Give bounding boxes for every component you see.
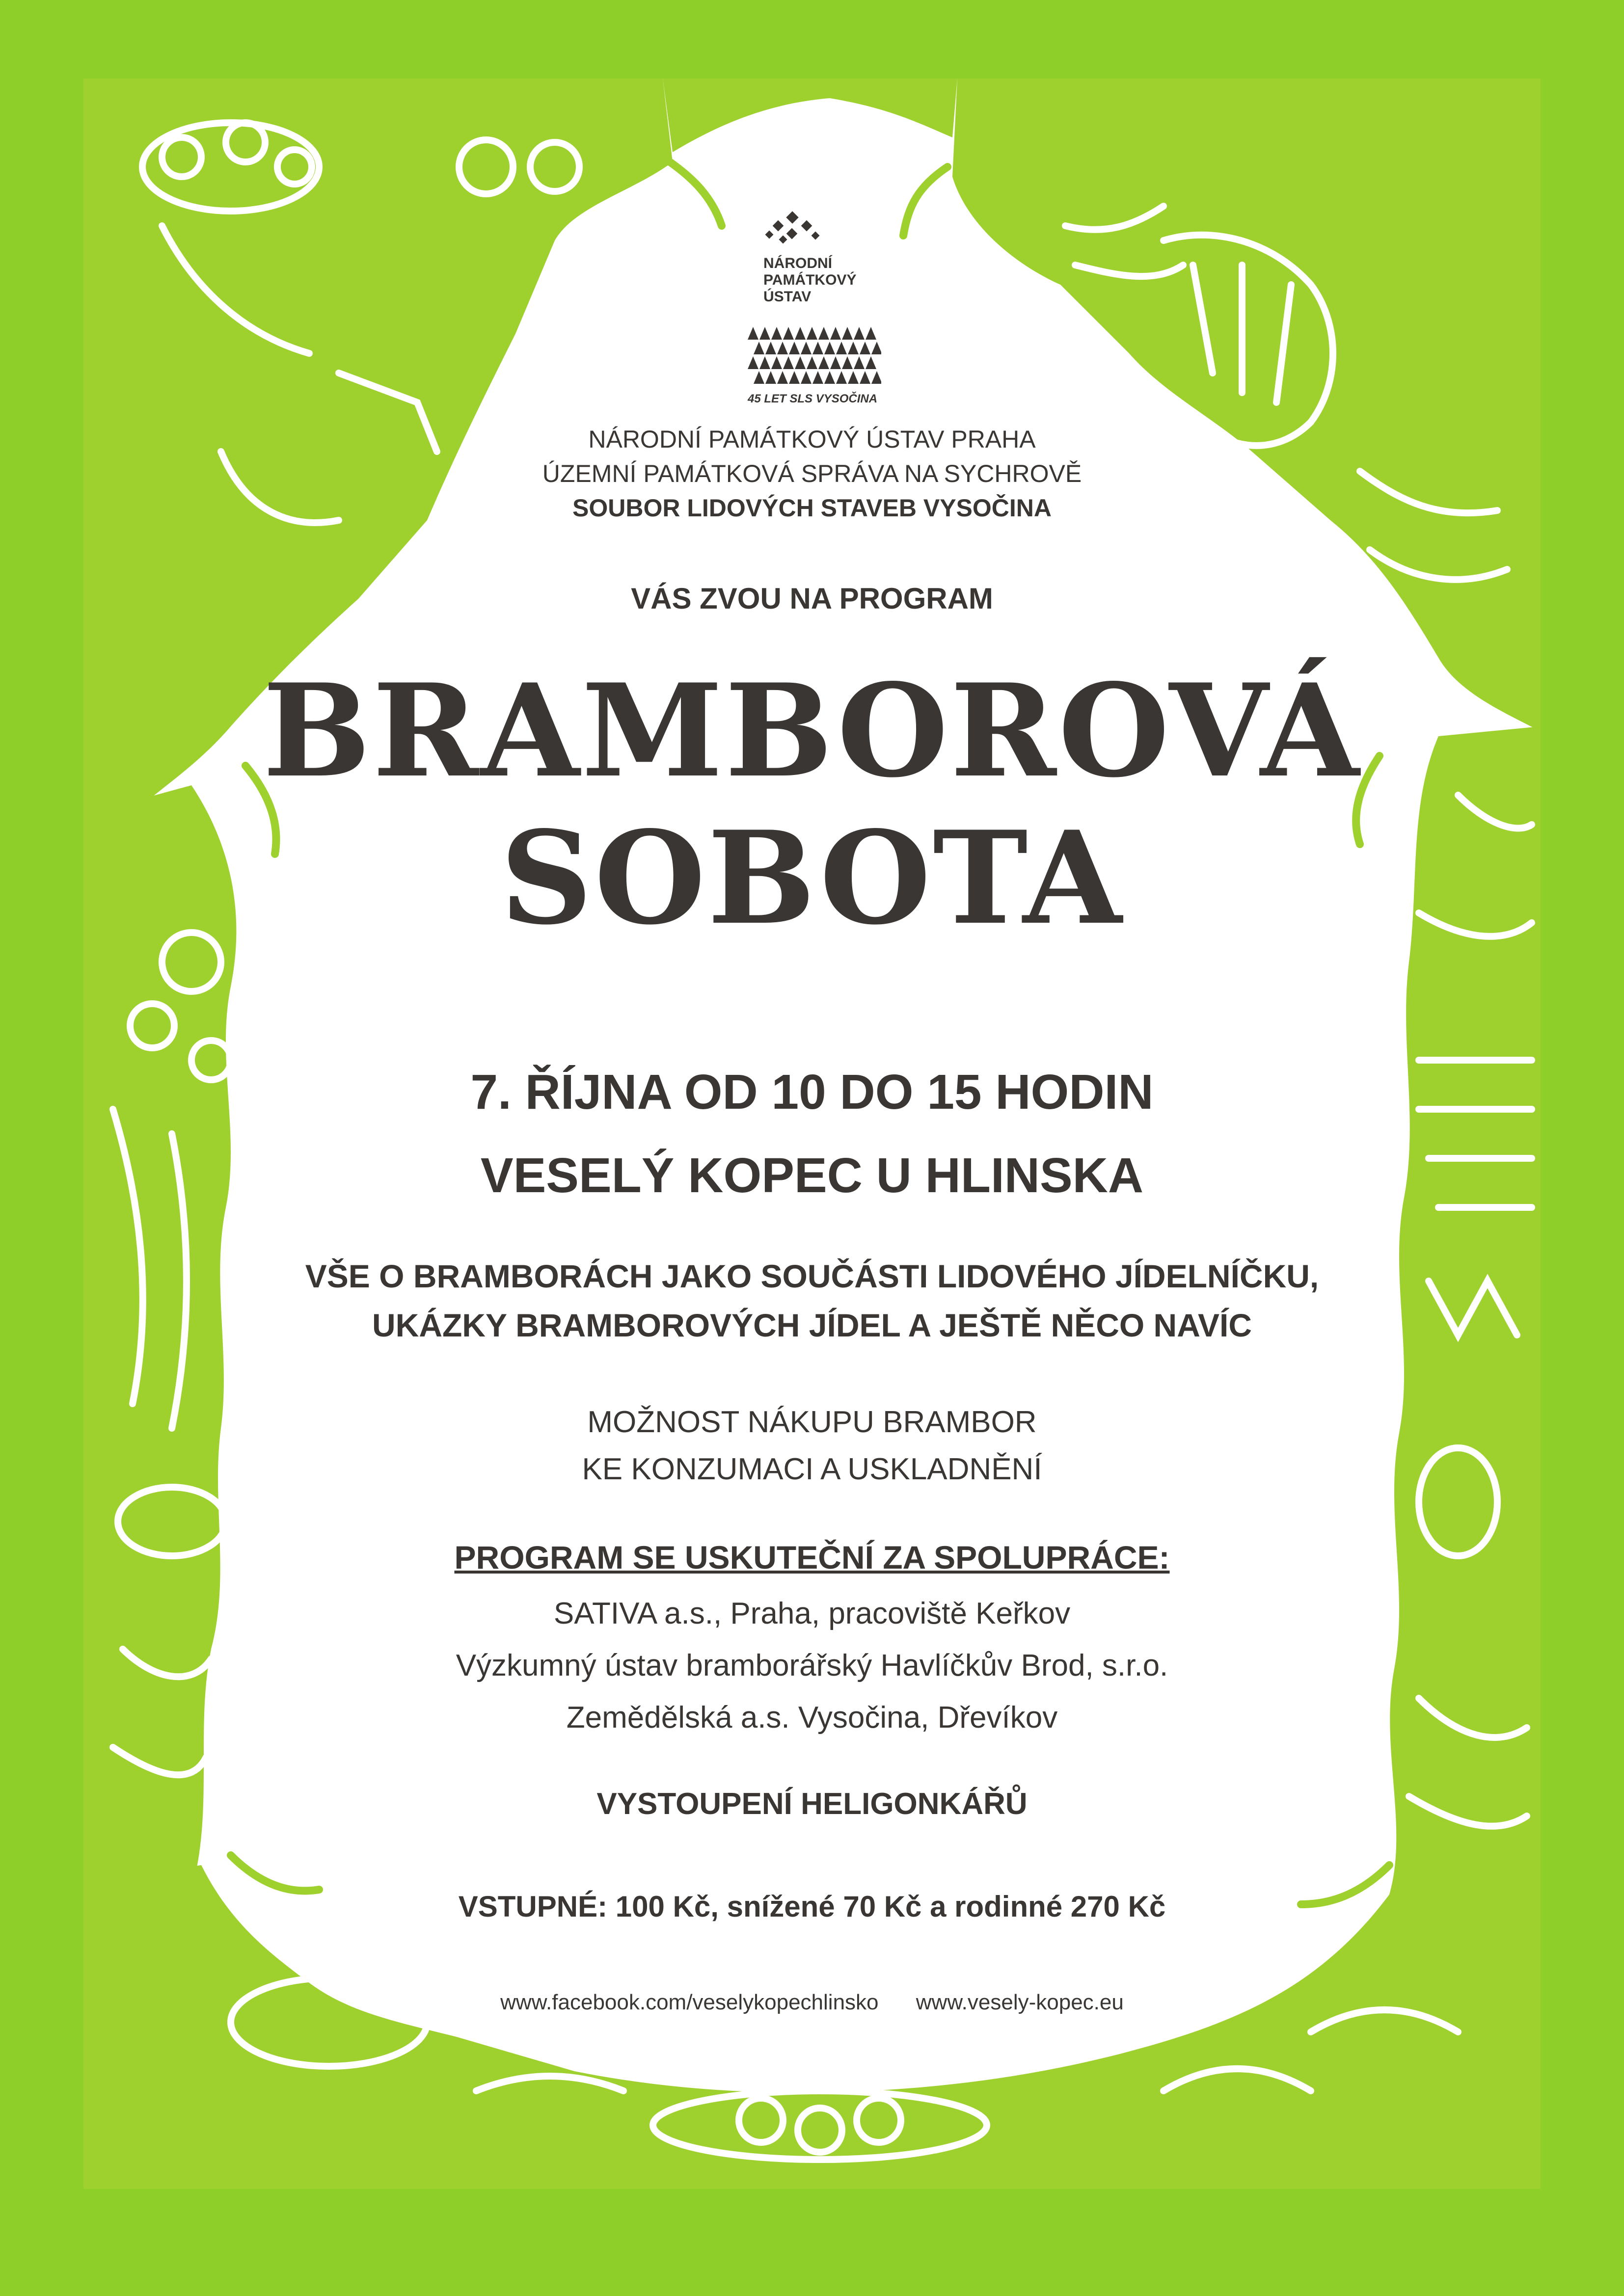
npu-logo-text-1: NÁRODNÍ — [763, 255, 832, 271]
triangle-mark — [759, 327, 770, 340]
organizer-line-2: ÚZEMNÍ PAMÁTKOVÁ SPRÁVA NA SYCHROVĚ — [542, 460, 1082, 487]
triangle-mark — [795, 327, 806, 340]
triangle-mark — [824, 342, 835, 354]
triangle-mark — [783, 356, 794, 369]
triangle-mark — [771, 327, 782, 340]
triangle-mark — [854, 356, 865, 369]
event-description — [83, 1252, 1541, 1350]
website-link[interactable]: www.vesely-kopec.eu — [916, 1990, 1124, 2014]
triangle-mark — [824, 371, 835, 384]
triangle-mark — [789, 371, 800, 384]
triangle-mark — [748, 327, 758, 340]
triangle-mark — [830, 327, 841, 340]
triangle-mark — [812, 371, 823, 384]
triangle-mark — [866, 356, 876, 369]
description-line-2: UKÁZKY BRAMBOROVÝCH JÍDEL A JEŠTĚ NĚCO NAVÍC — [372, 1307, 1252, 1343]
performance-info: VYSTOUPENÍ HELIGONKÁŘŮ — [596, 1787, 1028, 1821]
triangle-mark — [807, 356, 817, 369]
triangle-mark — [866, 327, 876, 340]
partner-item: SATIVA a.s., Praha, pracoviště Keřkov — [553, 1597, 1071, 1630]
description-line-1: VŠE O BRAMBORÁCH JAKO SOUČÁSTI LIDOVÉHO JÍDELNÍČKU, — [305, 1258, 1319, 1294]
triangle-mark — [836, 371, 847, 384]
triangle-mark — [783, 327, 794, 340]
organizer-line-1: NÁRODNÍ PAMÁTKOVÝ ÚSTAV PRAHA — [588, 426, 1036, 453]
event-date: 7. ŘÍJNA OD 10 DO 15 HODIN — [470, 1065, 1154, 1120]
links — [83, 1990, 1541, 2015]
event-place: VESELÝ KOPEC U HLINSKA — [480, 1148, 1144, 1203]
organizer-line-3: SOUBOR LIDOVÝCH STAVEB VYSOČINA — [572, 494, 1052, 522]
purchase-line-1: MOŽNOST NÁKUPU BRAMBOR — [587, 1405, 1037, 1439]
triangle-mark — [789, 342, 800, 354]
triangle-mark — [854, 327, 865, 340]
triangle-mark — [765, 371, 776, 384]
poster — [83, 79, 1541, 2189]
cooperation-heading: PROGRAM SE USKUTEČNÍ ZA SPOLUPRÁCE: — [454, 1539, 1170, 1575]
triangle-mark — [777, 371, 788, 384]
facebook-link[interactable]: www.facebook.com/veselykopechlinsko — [500, 1990, 879, 2014]
triangle-mark — [754, 371, 764, 384]
triangle-mark — [842, 327, 853, 340]
triangle-mark — [765, 342, 776, 354]
npu-logo — [763, 211, 862, 305]
triangle-mark — [848, 371, 859, 384]
organizers — [83, 422, 1541, 525]
triangle-mark — [818, 356, 829, 369]
triangle-mark — [771, 356, 782, 369]
event-title-line-2: SOBOTA — [500, 803, 1124, 953]
npu-logo-text-3: ÚSTAV — [763, 289, 812, 305]
partner-item: Výzkumný ústav bramborářský Havlíčkův Brod, s.r.o. — [456, 1649, 1168, 1682]
triangle-mark — [818, 327, 829, 340]
event-title — [83, 658, 1541, 952]
triangle-mark — [836, 342, 847, 354]
npu-logo-icon — [763, 211, 827, 250]
triangle-mark — [830, 356, 841, 369]
sls-logo-text: 45 LET SLS VYSOČINA — [747, 392, 878, 405]
sls-logo — [744, 324, 881, 406]
triangle-mark — [871, 342, 881, 354]
triangle-mark — [860, 371, 870, 384]
purchase-line-2: KE KONZUMACI A USKLADNĚNÍ — [582, 1452, 1042, 1486]
triangle-mark — [777, 342, 788, 354]
triangle-mark — [860, 342, 870, 354]
triangle-mark — [759, 356, 770, 369]
partner-item: Zemědělská a.s. Vysočina, Dřevíkov — [566, 1701, 1058, 1735]
triangle-mark — [812, 342, 823, 354]
sls-triangles-icon — [744, 324, 881, 388]
triangle-mark — [754, 342, 764, 354]
triangle-mark — [801, 371, 812, 384]
admission-info: VSTUPNÉ: 100 Kč, snížené 70 Kč a rodinné 270 Kč — [458, 1890, 1166, 1923]
triangle-mark — [848, 342, 859, 354]
triangle-mark — [842, 356, 853, 369]
cooperation-partners — [83, 1588, 1541, 1744]
event-when — [83, 1050, 1541, 1217]
triangle-mark — [807, 327, 817, 340]
invite-text: VÁS ZVOU NA PROGRAM — [631, 582, 993, 615]
triangle-mark — [871, 371, 881, 384]
event-title-line-1: BRAMBOROVÁ — [263, 656, 1361, 806]
triangle-mark — [801, 342, 812, 354]
triangle-mark — [748, 356, 758, 369]
npu-logo-text-2: PAMÁTKOVÝ — [763, 272, 857, 288]
triangle-mark — [795, 356, 806, 369]
purchase-info — [83, 1399, 1541, 1493]
